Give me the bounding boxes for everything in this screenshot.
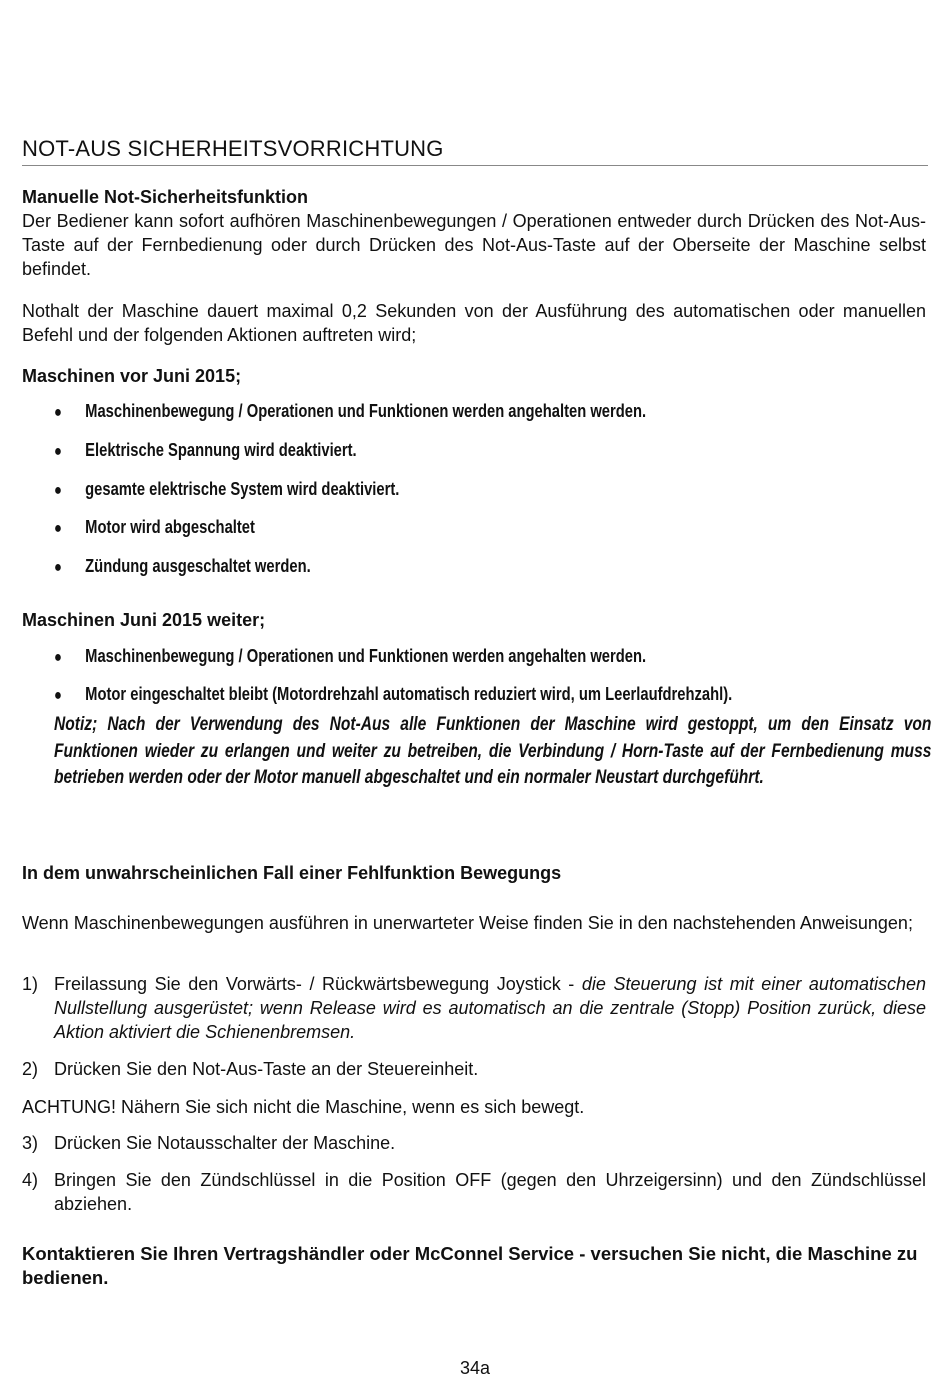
list-item: ● Maschinenbewegung / Operationen und Funktionen werden angehalten werden. [54, 646, 647, 666]
section-heading-after-2015: Maschinen Juni 2015 weiter; [22, 610, 266, 630]
paragraph-manual-function: Der Bediener kann sofort aufhören Maschinenbewegungen / Operationen entweder durch Drücken des Not-Aus-Taste auf der Fernbedienung oder durch Drücken des Not-Aus-Taste auf der Oberseite der Maschine selbst befindet. [22, 211, 926, 279]
bullet-icon: ● [54, 482, 62, 499]
step-number: 3) [22, 1133, 39, 1153]
section-heading-manual: Manuelle Not-Sicherheitsfunktion [22, 187, 309, 207]
note-paragraph: Notiz; Nach der Verwendung des Not-Aus alle Funktionen der Maschine wird gestoppt, um den Einsatz von Funktionen wieder zu erlangen und weiter zu betreiben, die Verbindung / Horn-Taste auf der Fernbedienung muss betrieben werden oder der Motor manuell abgeschaltet und ein normaler Neustart durchgeführt. [54, 714, 932, 788]
warning-text: ACHTUNG! Nähern Sie sich nicht die Maschine, wenn es sich bewegt. [22, 1097, 585, 1117]
list-item: ● gesamte elektrische System wird deaktiviert. [54, 479, 400, 499]
step-number: 2) [22, 1059, 39, 1079]
step-number: 4) [22, 1170, 39, 1190]
bullet-icon: ● [54, 649, 62, 666]
list-item: ● Motor eingeschaltet bleibt (Motordrehzahl automatisch reduziert wird, um Leerlaufdrehzahl). [54, 684, 733, 704]
page-number: 34a [459, 1358, 491, 1378]
bullet-icon: ● [54, 443, 62, 460]
bullet-icon: ● [54, 404, 62, 421]
page-title: NOT-AUS SICHERHEITSVORRICHTUNG [22, 136, 928, 166]
list-item: ● Motor wird abgeschaltet [54, 517, 255, 537]
paragraph-stop-time: Nothalt der Maschine dauert maximal 0,2 Sekunden von der Ausführung des automatischen oder manuellen Befehl und der folgenden Aktionen auftreten wird; [22, 301, 926, 345]
bullet-icon: ● [54, 687, 62, 704]
numbered-step-2: 2) Drücken Sie den Not-Aus-Taste an der Steuereinheit. [22, 1059, 479, 1079]
step-number: 1) [22, 974, 39, 994]
final-instruction: Kontaktieren Sie Ihren Vertragshändler oder McConnel Service - versuchen Sie nicht, die Maschine zu bedienen. [22, 1243, 918, 1288]
list-item: ● Elektrische Spannung wird deaktiviert. [54, 440, 357, 460]
numbered-step-3: 3) Drücken Sie Notausschalter der Maschine. [22, 1133, 396, 1153]
list-item: ● Maschinenbewegung / Operationen und Funktionen werden angehalten werden. [54, 401, 647, 421]
numbered-step-4: 4) Bringen Sie den Zündschlüssel in die Position OFF (gegen den Uhrzeigersinn) und den Zündschlüssel abziehen. [22, 1170, 926, 1214]
section-heading-malfunction: In dem unwahrscheinlichen Fall einer Fehlfunktion Bewegungs [22, 863, 562, 883]
paragraph-malfunction-intro: Wenn Maschinenbewegungen ausführen in unerwarteter Weise finden Sie in den nachstehenden Anweisungen; [22, 913, 913, 933]
bullet-icon: ● [54, 559, 62, 576]
numbered-step-1: 1) Freilassung Sie den Vorwärts- / Rückwärtsbewegung Joystick - die Steuerung ist mit einer automatischen Nullstellung ausgerüstet; wenn Release wird es automatisch an die zentrale (Stopp) Position zurück, diese Aktion aktiviert die Schienenbremsen. [22, 974, 926, 1042]
section-heading-before-2015: Maschinen vor Juni 2015; [22, 366, 242, 386]
list-item: ● Zündung ausgeschaltet werden. [54, 556, 311, 576]
bullet-icon: ● [54, 520, 62, 537]
